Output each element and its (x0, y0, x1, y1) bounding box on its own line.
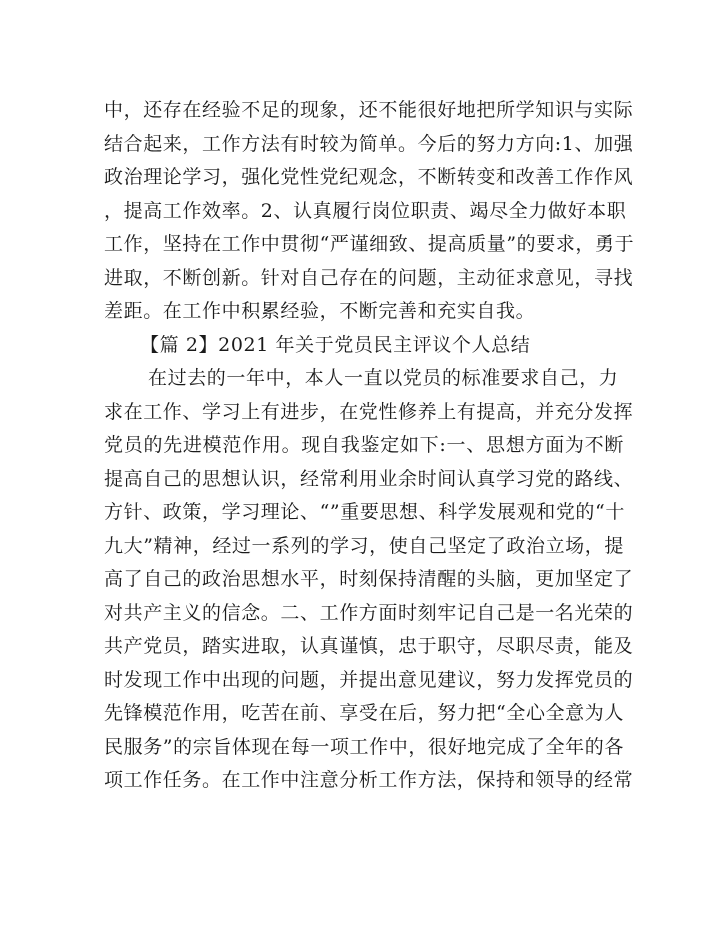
text-line: 对共产主义的信念。二、工作方面时刻牢记自己是一名光荣的 (104, 601, 634, 624)
text-line: 工作，坚持在工作中贯彻“严谨细致、提高质量”的要求，勇于 (104, 233, 635, 255)
document-text (104, 94, 635, 798)
text-line: 结合起来，工作方法有时较为简单。今后的努力方向:1、加强 (104, 132, 634, 155)
text-line: 九大”精神，经过一系列的学习，使自己坚定了政治立场，提 (104, 534, 624, 557)
text-line: 先锋模范作用，吃苦在前、享受在后，努力把“全心全意为人 (104, 702, 624, 724)
text-line: 方针、政策，学习理论、“”重要思想、科学发展观和党的“十 (104, 501, 625, 523)
section-heading: 【篇 2】2021 年关于党员民主评议个人总结 (140, 333, 531, 356)
text-line: 高了自己的政治思想水平，时刻保持清醒的头脑，更加坚定了 (104, 568, 634, 590)
text-line: 在过去的一年中，本人一直以党员的标准要求自己，力 (148, 367, 619, 389)
text-line: 民服务”的宗旨体现在每一项工作中，很好地完成了全年的各 (104, 735, 624, 758)
text-line: 时发现工作中出现的问题，并提出意见建议，努力发挥党员的 (104, 668, 634, 691)
text-line: 中，还存在经验不足的现象，还不能很好地把所学知识与实际 (104, 99, 634, 121)
text-line: 政治理论学习，强化党性党纪观念，不断转变和改善工作作风 (104, 166, 634, 188)
text-line: 求在工作、学习上有进步，在党性修养上有提高，并充分发挥 (104, 400, 634, 423)
text-line: 项工作任务。在工作中注意分析工作方法，保持和领导的经常 (104, 769, 634, 791)
text-line: 提高自己的思想认识，经常利用业余时间认真学习党的路线、 (104, 467, 634, 490)
text-line: 进取，不断创新。针对自己存在的问题，主动征求意见，寻找 (104, 266, 634, 289)
text-line: 差距。在工作中积累经验，不断完善和充实自我。 (104, 300, 536, 322)
text-line: 党员的先进模范作用。现自我鉴定如下:一、思想方面为不断 (104, 434, 624, 456)
text-line: 共产党员，踏实进取，认真谨慎，忠于职守，尽职尽责，能及 (104, 635, 634, 657)
text-line: ，提高工作效率。2、认真履行岗位职责、竭尽全力做好本职 (104, 199, 627, 222)
